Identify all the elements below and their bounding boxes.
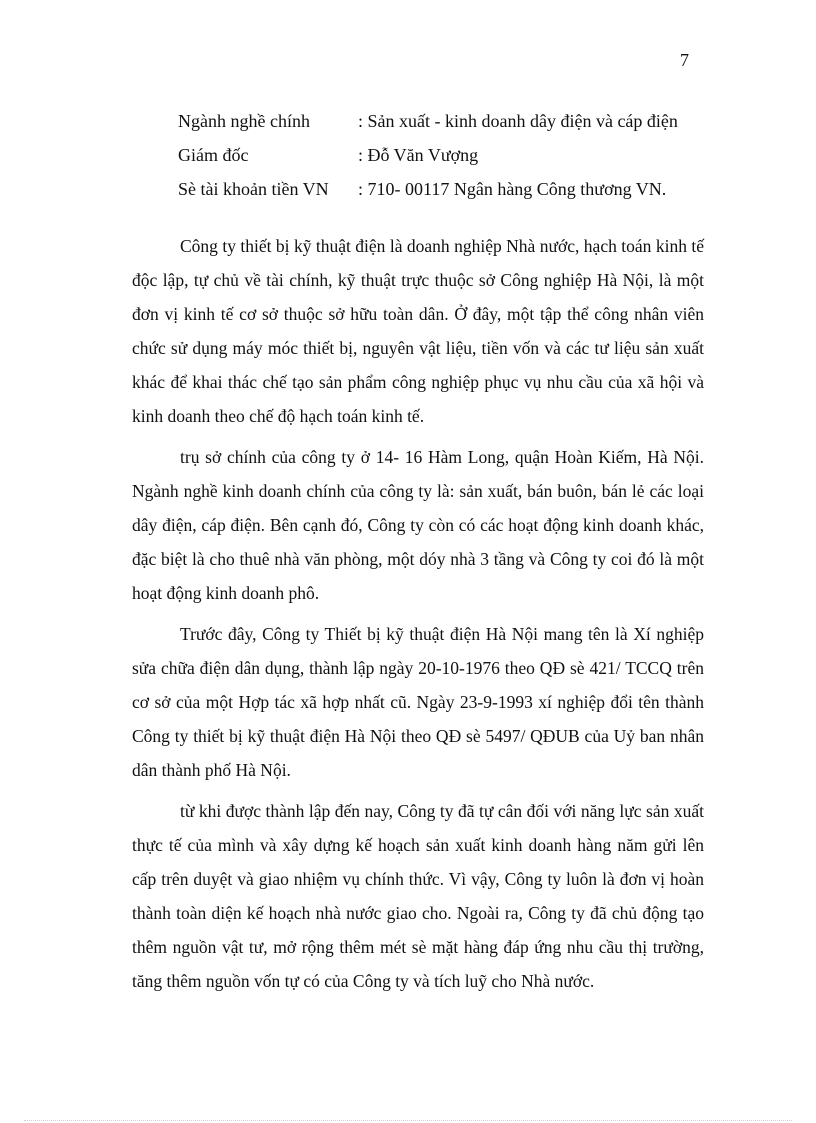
company-info-table (178, 104, 678, 206)
info-value: : Sản xuất - kinh doanh dây điện và cáp điện (358, 111, 678, 131)
info-row-industry (178, 104, 678, 138)
paragraph-company-overview: Công ty thiết bị kỹ thuật điện là doanh nghiệp Nhà nước, hạch toán kinh tế độc lập, tự chủ về tài chính, kỹ thuật trực thuộc sở Công nghiệp Hà Nội, là một đơn vị kinh tế cơ sở thuộc sở hữu toàn dân. Ở đây, một tập thể công nhân viên chức sử dụng máy móc thiết bị, nguyên vật liệu, tiền vốn và các tư liệu sản xuất khác để khai thác chế tạo sản phẩm công nghiệp phục vụ nhu cầu của xã hội và kinh doanh theo chế độ hạch toán kinh tế. (132, 236, 704, 426)
info-value: : Đỗ Văn Vượng (358, 145, 479, 165)
document-body (132, 229, 704, 1005)
info-value: : 710- 00117 Ngân hàng Công thương VN. (358, 179, 667, 199)
info-row-account (178, 172, 678, 206)
paragraph-achievements: từ khi được thành lập đến nay, Công ty đã tự cân đối với năng lực sản xuất thực tế của mình và xây dựng kế hoạch sản xuất kinh doanh hàng năm gửi lên cấp trên duyệt và giao nhiệm vụ chính thức. Vì vậy, Công ty luôn là đơn vị hoàn thành toàn diện kế hoạch nhà nước giao cho. Ngoài ra, Công ty đã chủ động tạo thêm nguồn vật tư, mở rộng thêm mét sè mặt hàng đáp ứng nhu cầu thị trường, tăng thêm nguồn vốn tự có của Công ty và tích luỹ cho Nhà nước. (132, 801, 704, 991)
info-label: Ngành nghề chính (178, 111, 310, 131)
page-number: 7 (680, 50, 689, 70)
info-row-director (178, 138, 678, 172)
info-label: Giám đốc (178, 145, 249, 165)
paragraph-history: Trước đây, Công ty Thiết bị kỹ thuật điện Hà Nội mang tên là Xí nghiệp sửa chữa điện dân dụng, thành lập ngày 20-10-1976 theo QĐ sè 421/ TCCQ trên cơ sở của một Hợp tác xã hợp nhất cũ. Ngày 23-9-1993 xí nghiệp đổi tên thành Công ty thiết bị kỹ thuật điện Hà Nội theo QĐ sè 5497/ QĐUB của Uỷ ban nhân dân thành phố Hà Nội. (132, 624, 704, 780)
info-label: Sè tài khoản tiền VN (178, 179, 329, 199)
page-bottom-rule (24, 1120, 792, 1121)
paragraph-headquarters: trụ sở chính của công ty ở 14- 16 Hàm Long, quận Hoàn Kiếm, Hà Nội. Ngành nghề kinh doanh chính của công ty là: sản xuất, bán buôn, bán lẻ các loại dây điện, cáp điện. Bên cạnh đó, Công ty còn có các hoạt động kinh doanh khác, đặc biệt là cho thuê nhà văn phòng, một dóy nhà 3 tầng và Công ty coi đó là một hoạt động kinh doanh phô. (132, 447, 704, 603)
